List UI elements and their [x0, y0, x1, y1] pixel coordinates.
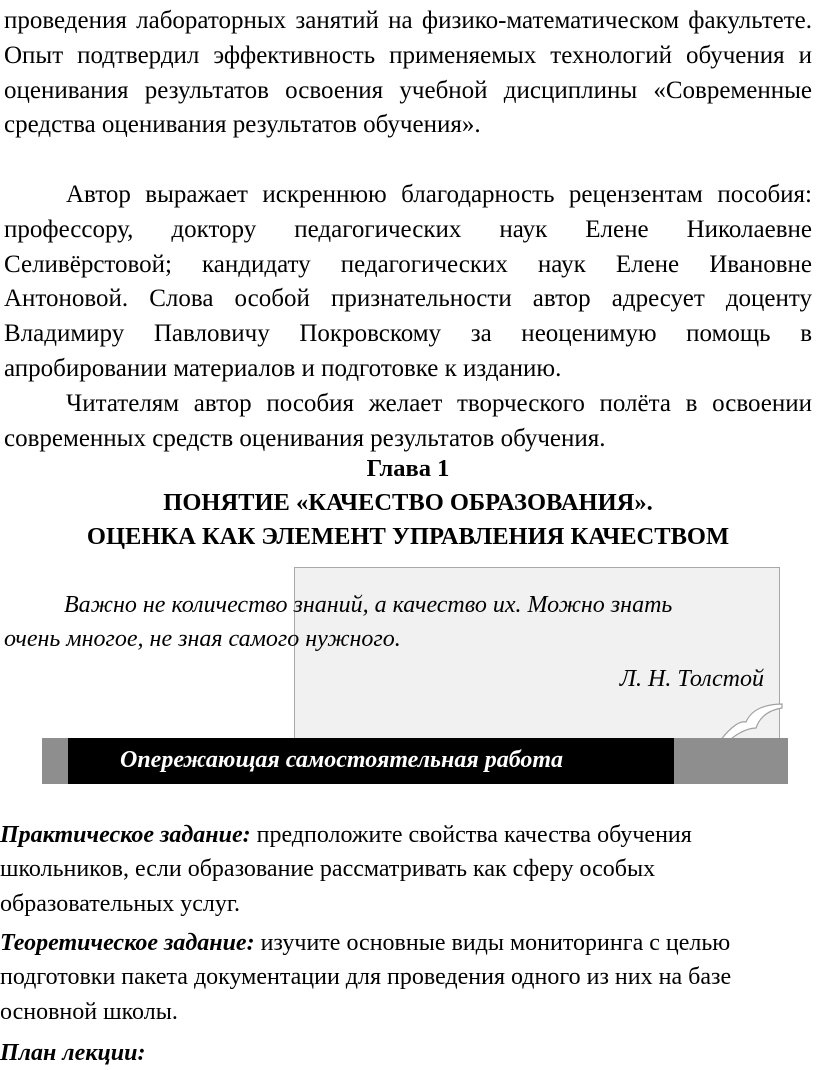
- epigraph-line-2: очень многое, не зная самого нужного.: [4, 626, 401, 652]
- theoretical-task-text: изучите основные виды мониторинга с целью подготовки пакета документации для проведения одного из них на базе основной школы.: [0, 930, 732, 1025]
- epigraph-author: Л. Н. Толстой: [619, 666, 764, 692]
- practical-task-label: Практическое задание:: [0, 822, 251, 848]
- acknowledgements-paragraph: Автор выражает искреннюю благодарность рецензентам пособия: профессору, доктору педагогических наук Елене Николаевне Селивёрстовой; кандидату педагогических наук Елене Ивановне Антоновой. Слова особой признательности автор адресует доценту Владимиру Павловичу Покровскому за неоценимую помощь в апробировании материалов и подготовке к изданию.: [4, 181, 812, 382]
- practical-task-text: предположите свойства качества обучения школьников, если образование рассматривать как сферу особых образовательных услуг.: [0, 822, 692, 917]
- chapter-title-line-2: ОЦЕНКА КАК ЭЛЕМЕНТ УПРАВЛЕНИЯ КАЧЕСТВОМ: [86, 523, 730, 550]
- banner-title: Опережающая самостоятельная работа: [120, 747, 564, 773]
- theoretical-task: [0, 926, 800, 1029]
- intro-paragraph-continuation: проведения лабораторных занятий на физико-математическом факультете. Опыт подтвердил эффективность применяемых технологий обучения и оценивания результатов освоения учебной дисциплины «Современные средства оценивания результатов обучения».: [4, 7, 812, 139]
- chapter-title-line-1: ПОНЯТИЕ «КАЧЕСТВО ОБРАЗОВАНИЯ».: [163, 489, 653, 516]
- epigraph-line-1: Важно не количество знаний, а качество их. Можно знать: [64, 592, 673, 618]
- chapter-number: Глава 1: [366, 455, 450, 482]
- practical-task: [0, 818, 800, 921]
- lecture-plan-heading: План лекции:: [0, 1040, 146, 1066]
- theoretical-task-label: Теоретическое задание:: [0, 930, 255, 956]
- wishes-paragraph: Читателям автор пособия желает творческого полёта в освоении современных средств оценивания результатов обучения.: [4, 390, 812, 452]
